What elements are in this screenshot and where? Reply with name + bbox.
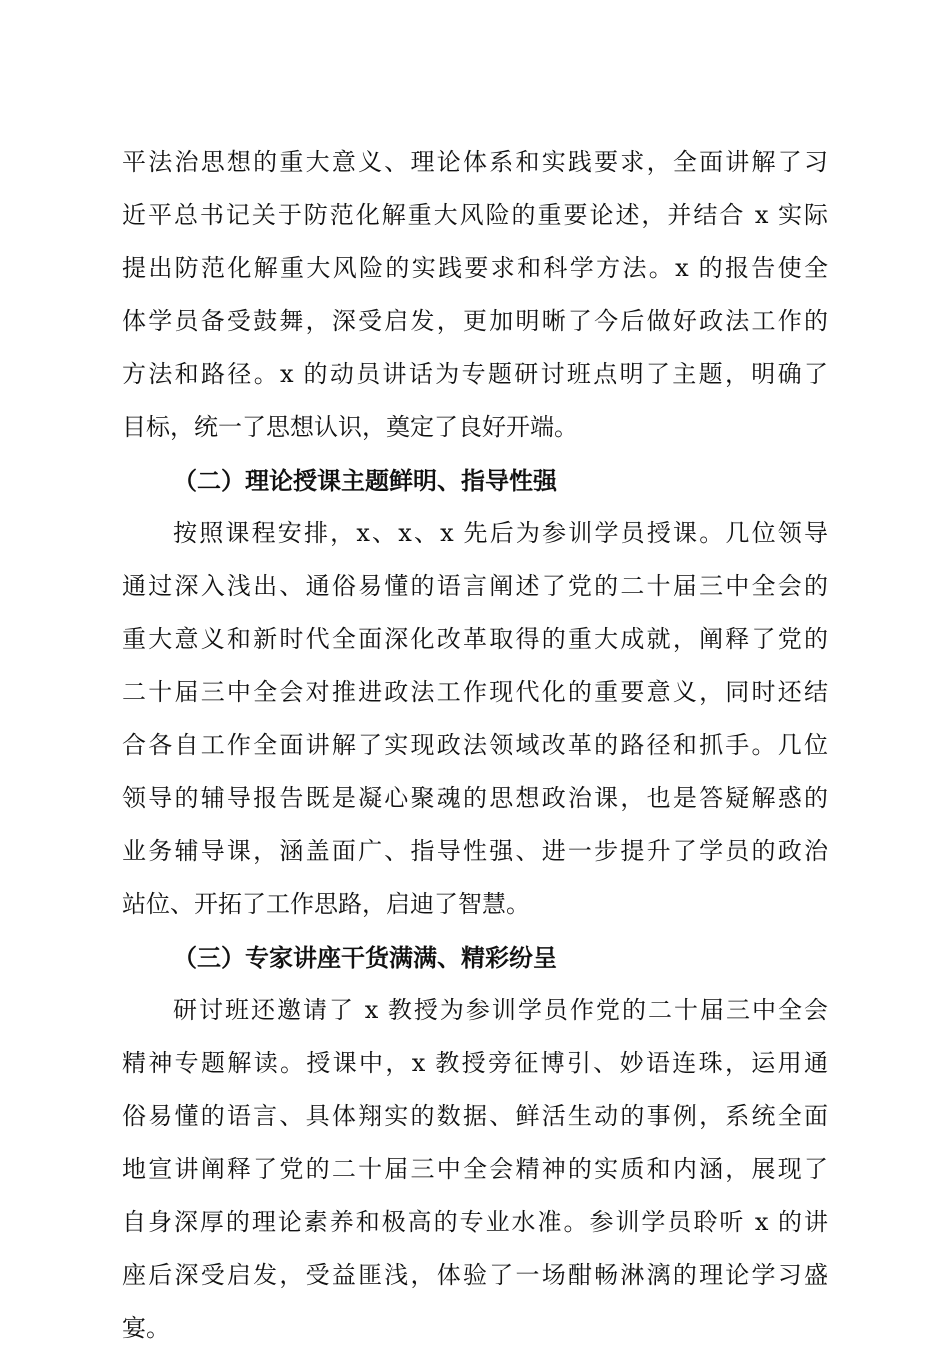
text-line: 座后深受启发，受益匪浅，体验了一场酣畅淋漓的理论学习盛 — [122, 1261, 828, 1289]
paragraph-2 — [122, 507, 828, 931]
text-line: 精神专题解读。授课中，x 教授旁征博引、妙语连珠，运用通 — [122, 1049, 828, 1077]
text-line: 目标，统一了思想认识，奠定了良好开端。 — [122, 413, 578, 441]
paragraph-1 — [122, 136, 828, 454]
text-line: 领导的辅导报告既是凝心聚魂的思想政治课，也是答疑解惑的 — [122, 784, 828, 812]
text-line: 近平总书记关于防范化解重大风险的重要论述，并结合 x 实际 — [122, 201, 828, 229]
document-page — [122, 136, 828, 1355]
text-line: 俗易懂的语言、具体翔实的数据、鲜活生动的事例，系统全面 — [122, 1102, 828, 1130]
text-line: 业务辅导课，涵盖面广、指导性强、进一步提升了学员的政治 — [122, 837, 828, 865]
text-line: 通过深入浅出、通俗易懂的语言阐述了党的二十届三中全会的 — [122, 572, 828, 600]
text-line: 合各自工作全面讲解了实现政法领域改革的路径和抓手。几位 — [122, 731, 828, 759]
text-line: 研讨班还邀请了 x 教授为参训学员作党的二十届三中全会 — [173, 996, 828, 1024]
text-line: 地宣讲阐释了党的二十届三中全会精神的实质和内涵，展现了 — [122, 1155, 828, 1183]
text-line: 体学员备受鼓舞，深受启发，更加明晰了今后做好政法工作的 — [122, 307, 828, 335]
text-line: 站位、开拓了工作思路，启迪了智慧。 — [122, 890, 530, 918]
paragraph-3 — [122, 984, 828, 1355]
text-line: 宴。 — [122, 1314, 170, 1342]
text-line: 提出防范化解重大风险的实践要求和科学方法。x 的报告使全 — [122, 254, 828, 282]
text-line: 按照课程安排，x、x、x 先后为参训学员授课。几位领导 — [173, 519, 828, 547]
text-line: 平法治思想的重大意义、理论体系和实践要求，全面讲解了习 — [122, 148, 828, 176]
section-heading-2: （二）理论授课主题鲜明、指导性强 — [173, 466, 557, 495]
section-heading-3: （三）专家讲座干货满满、精彩纷呈 — [173, 943, 557, 972]
text-line: 自身深厚的理论素养和极高的专业水准。参训学员聆听 x 的讲 — [122, 1208, 828, 1236]
text-line: 重大意义和新时代全面深化改革取得的重大成就，阐释了党的 — [122, 625, 828, 653]
text-line: 方法和路径。x 的动员讲话为专题研讨班点明了主题，明确了 — [122, 360, 828, 388]
text-line: 二十届三中全会对推进政法工作现代化的重要意义，同时还结 — [122, 678, 828, 706]
